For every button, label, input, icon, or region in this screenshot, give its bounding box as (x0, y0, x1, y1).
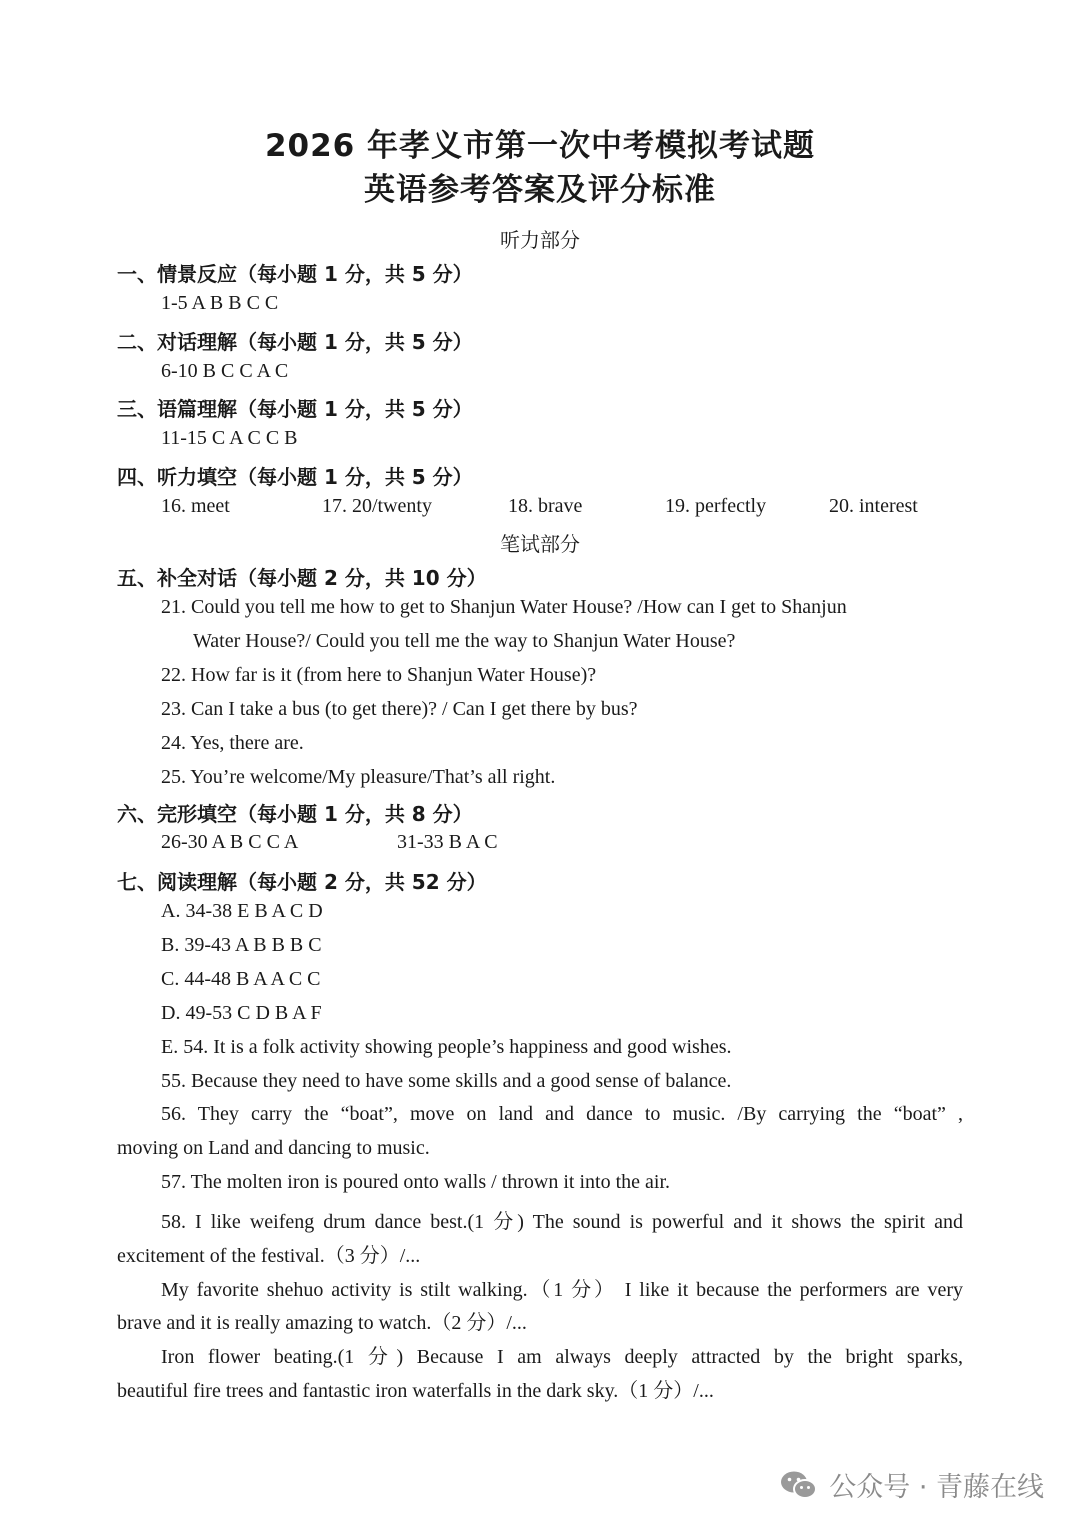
answer-16: 16. meet (161, 495, 230, 517)
answer-54: E. 54. It is a folk activity showing people’s happiness and good wishes. (161, 1036, 732, 1058)
answer-58-line4: brave and it is really amazing to watch.（2 分）/... (117, 1312, 527, 1334)
answer-22: 22. How far is it (from here to Shanjun Water House)? (161, 664, 597, 686)
section-5-heading: 五、补全对话（每小题 2 分，共 10 分） (117, 566, 487, 590)
page-title-line1: 2026 年孝义市第一次中考模拟考试题 (264, 128, 816, 164)
section-7-heading: 七、阅读理解（每小题 2 分，共 52 分） (117, 870, 487, 894)
answer-24: 24. Yes, there are. (161, 732, 304, 754)
answer-57: 57. The molten iron is poured onto walls / thrown it into the air. (161, 1171, 671, 1193)
answer-17: 17. 20/twenty (322, 495, 432, 517)
writing-heading: 笔试部分 (500, 532, 580, 556)
reading-c-answers: C. 44-48 B A A C C (161, 968, 321, 990)
answer-18: 18. brave (508, 495, 583, 517)
answer-21-line1: 21. Could you tell me how to get to Shanjun Water House? /How can I get to Shanjun (161, 596, 847, 618)
answer-21-line2: Water House?/ Could you tell me the way to Shanjun Water House? (193, 630, 736, 652)
answer-23: 23. Can I take a bus (to get there)? / Can I get there by bus? (161, 698, 638, 720)
watermark-text: 公众号 · 青藤在线 (829, 1472, 1044, 1503)
section-4-heading: 四、听力填空（每小题 1 分，共 5 分） (117, 465, 473, 489)
section-1-answers: 1-5 A B B C C (161, 292, 279, 314)
section-6-heading: 六、完形填空（每小题 1 分，共 8 分） (117, 802, 473, 826)
answer-58-line1: 58. I like weifeng drum dance best.(1 分) The sound is powerful and it shows the spirit and (161, 1211, 963, 1233)
answer-56-line2: moving on Land and dancing to music. (117, 1137, 430, 1159)
answer-58-line2: excitement of the festival.（3 分）/... (117, 1245, 421, 1267)
answer-19: 19. perfectly (665, 495, 767, 517)
section-1-heading: 一、情景反应（每小题 1 分，共 5 分） (117, 262, 473, 286)
answer-58-line3: My favorite shehuo activity is stilt walking.（1 分） I like it because the performers are very (161, 1279, 963, 1301)
watermark (779, 1465, 1044, 1504)
reading-b-answers: B. 39-43 A B B B C (161, 934, 322, 956)
answers-26-30: 26-30 A B C C A (161, 831, 299, 853)
section-3-answers: 11-15 C A C C B (161, 427, 298, 449)
reading-d-answers: D. 49-53 C D B A F (161, 1002, 322, 1024)
answer-20: 20. interest (829, 495, 918, 517)
answers-31-33: 31-33 B A C (397, 831, 498, 853)
answer-56-line1: 56. They carry the “boat”, move on land and dance to music. /By carrying the “boat” , (161, 1103, 963, 1125)
section-3-heading: 三、语篇理解（每小题 1 分，共 5 分） (117, 397, 473, 421)
answer-55: 55. Because they need to have some skills and a good sense of balance. (161, 1070, 732, 1092)
wechat-icon (779, 1469, 819, 1501)
answer-25: 25. You’re welcome/My pleasure/That’s all right. (161, 766, 556, 788)
answer-58-line6: beautiful fire trees and fantastic iron waterfalls in the dark sky.（1 分）/... (117, 1380, 714, 1402)
section-2-answers: 6-10 B C C A C (161, 360, 289, 382)
section-2-heading: 二、对话理解（每小题 1 分，共 5 分） (117, 330, 473, 354)
listening-heading: 听力部分 (500, 228, 580, 252)
page-title-line2: 英语参考答案及评分标准 (364, 172, 716, 208)
answer-58-line5: Iron flower beating.(1 分) Because I am always deeply attracted by the bright sparks, (161, 1346, 963, 1368)
reading-a-answers: A. 34-38 E B A C D (161, 900, 323, 922)
